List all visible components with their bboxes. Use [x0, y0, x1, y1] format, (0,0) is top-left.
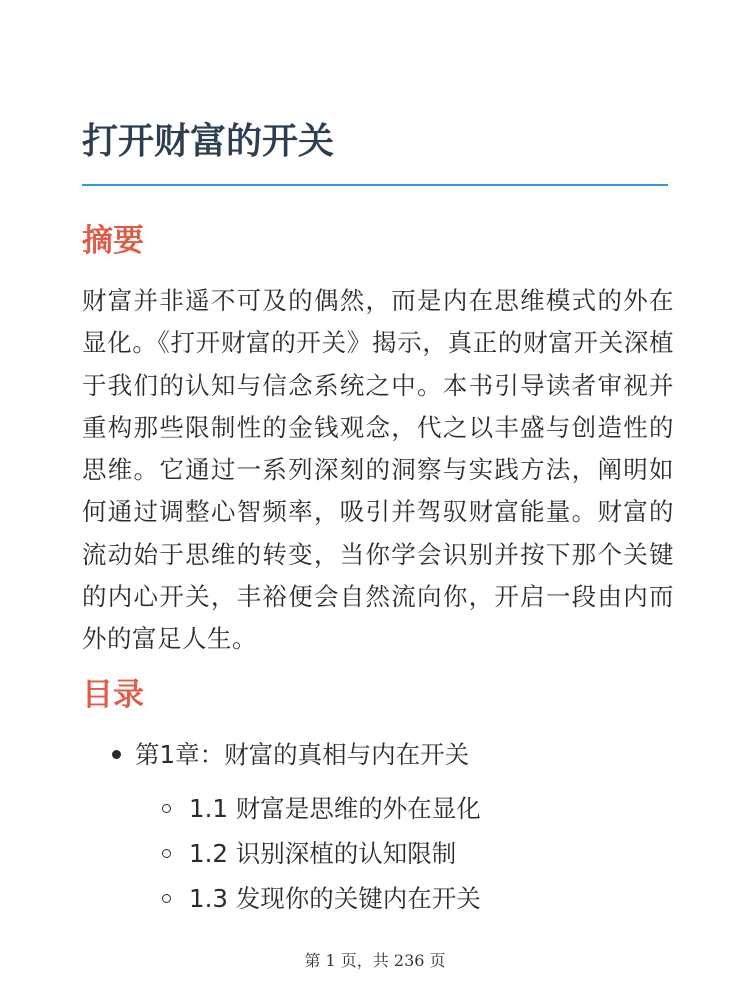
toc-section-label: 1.1 财富是思维的外在显化: [189, 794, 481, 823]
title-divider: [82, 184, 668, 186]
toc-section-label: 1.2 识别深植的认知限制: [189, 839, 457, 868]
summary-paragraph: 财富并非遥不可及的偶然，而是内在思维模式的外在显化。《打开财富的开关》揭示，真正的财富开关深植于我们的认知与信念系统之中。本书引导读者审视并重构那些限制性的金钱观念，代之以丰盛与创造性的思维。它通过一系列深刻的洞察与实践方法，阐明如何通过调整心智频率，吸引并驾驭财富能量。财富的流动始于思维的转变，当你学会识别并按下那个关键的内心开关，丰裕便会自然流向你，开启一段由内而外的富足人生。: [82, 286, 674, 654]
bullet-circle-icon: [162, 804, 171, 813]
bullet-circle-icon: [162, 894, 171, 903]
toc-chapter-item: [82, 734, 682, 913]
page-number-footer: 第 1 页，共 236 页: [304, 951, 446, 970]
bullet-circle-icon: [162, 849, 171, 858]
toc-chapter-label: 第1章：财富的真相与内在开关: [135, 740, 470, 769]
toc-section-item: [162, 881, 622, 917]
bullet-disc-icon: [112, 750, 121, 759]
toc-list: [82, 734, 682, 913]
toc-heading: 目录: [82, 677, 144, 713]
toc-section-item: [162, 836, 622, 872]
toc-section-label: 1.3 发现你的关键内在开关: [189, 884, 481, 913]
toc-section-item: [162, 791, 622, 827]
summary-heading: 摘要: [82, 223, 144, 259]
toc-section-list: [162, 791, 622, 926]
page-title: 打开财富的开关: [82, 121, 335, 162]
